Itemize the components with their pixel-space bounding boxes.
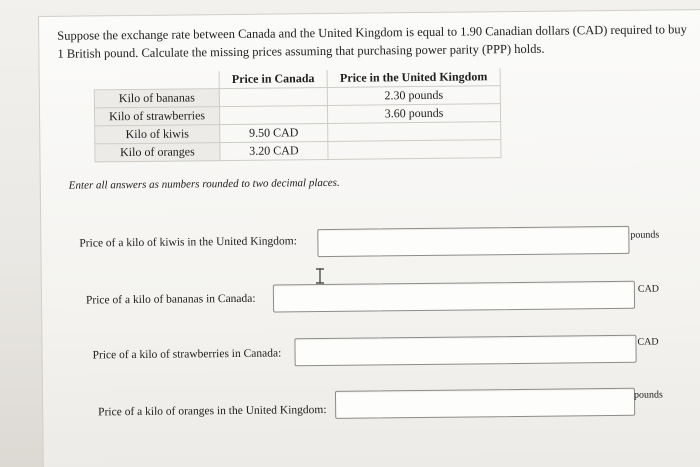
answer-label: Price of a kilo of oranges in the United Kingdom: xyxy=(98,404,327,419)
price-table xyxy=(94,68,502,162)
table-header-uk: Price in the United Kingdom xyxy=(327,68,500,87)
table-cell-canada xyxy=(219,105,327,124)
question-text: Suppose the exchange rate between Canada and the United Kingdom is equal to 1.90 Canadian dollars (CAD) required to buy 1 British pound. Calculate the missing prices assuming that purchasing power parity (PPP) holds. xyxy=(57,22,687,61)
table-cell-item: Kilo of kiwis xyxy=(95,125,220,144)
answer-unit: CAD xyxy=(637,283,660,295)
instructions-text: Enter all answers as numbers rounded to two decimal places. xyxy=(68,176,340,192)
table-cell-uk xyxy=(328,122,501,142)
answer-unit: CAD xyxy=(637,336,659,348)
answer-label: Price of a kilo of strawberries in Canada: xyxy=(92,347,282,362)
table-cell-canada xyxy=(219,87,327,106)
table-cell-canada: 9.50 CAD xyxy=(220,123,328,142)
table-header-canada: Price in Canada xyxy=(219,70,327,89)
answer-unit: pounds xyxy=(630,229,660,241)
kiwis-uk-price-input[interactable] xyxy=(317,226,629,257)
table-cell-item: Kilo of bananas xyxy=(94,89,219,108)
answer-label: Price of a kilo of kiwis in the United Kingdom: xyxy=(79,235,297,250)
table-cell-uk xyxy=(328,140,501,160)
table-cell-item: Kilo of oranges xyxy=(95,143,220,162)
table-cell-uk: 2.30 pounds xyxy=(327,86,500,106)
table-row xyxy=(95,140,501,162)
strawberries-canada-price-input[interactable] xyxy=(294,335,636,367)
answer-label: Price of a kilo of bananas in Canada: xyxy=(85,292,256,307)
table-header-blank xyxy=(94,71,219,90)
answer-unit: pounds xyxy=(633,389,663,401)
bananas-canada-price-input[interactable] xyxy=(273,281,635,313)
text-cursor-icon xyxy=(315,268,325,284)
question-panel xyxy=(38,9,700,467)
table-cell-uk: 3.60 pounds xyxy=(327,104,500,124)
table-cell-item: Kilo of strawberries xyxy=(94,107,219,126)
table-cell-canada: 3.20 CAD xyxy=(220,141,328,160)
oranges-uk-price-input[interactable] xyxy=(335,388,635,419)
